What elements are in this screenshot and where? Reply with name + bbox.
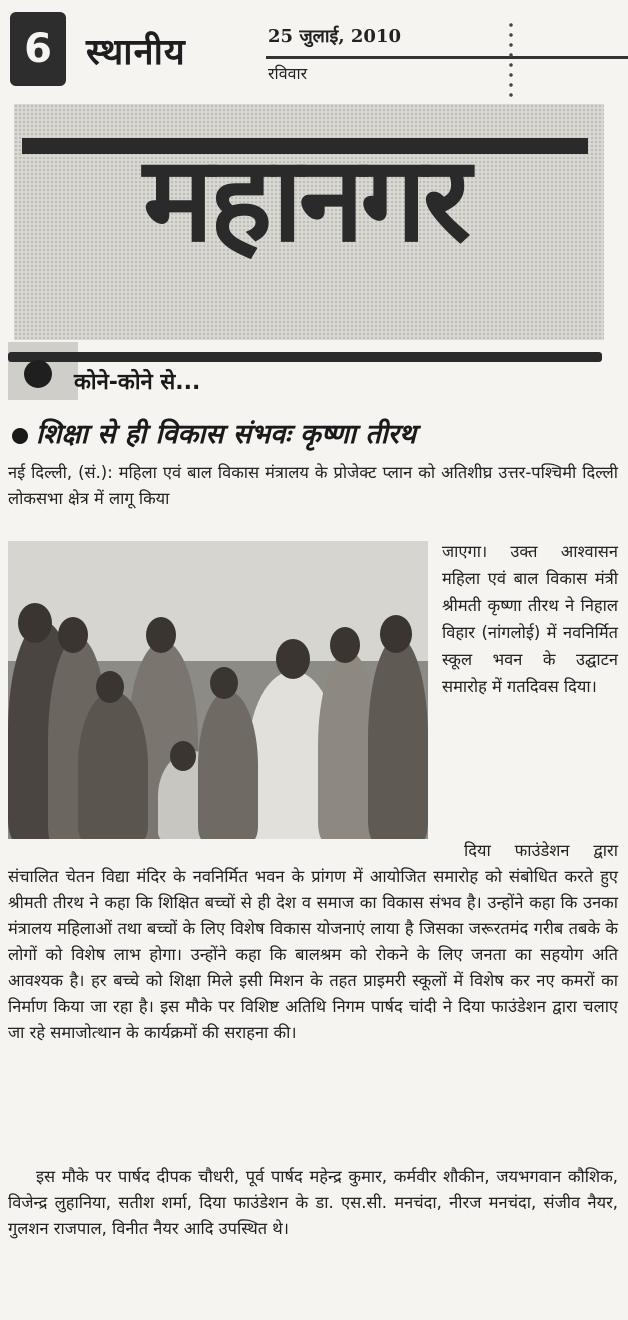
- article-paragraph-2: दिया फाउंडेशन द्वारा संचालित चेतन विद्या मंदिर के नवनिर्मित भवन के प्रांगण में आयोजित समारोह को संबोधित करते हुए श्रीमती तीरथ ने कहा कि शिक्षित बच्चों से ही देश व समाज का विकास संभव है। उन्होंने कहा कि उनका मंत्रालय महिलाओं तथा बच्चों के लिए विशेष विकास योजनाएं लाया है जिसका जरूरतमंद गरीब तबके के लोगों को विशेष लाभ होगा। उन्होंने कहा कि बालश्रम को रोकने के लिए जनता का सहयोग अति आवश्यक है। हर बच्चे को शिक्षा मिले इसी मिशन के तहत प्राइमरी स्कूलों में विशेष कर नए कमरों का निर्माण किया जा रहा है। इस मौके पर विशिष्ट अतिथि निगम पार्षद चांदी ने दिया फाउंडेशन द्वारा चलाए जा रहे समाजोत्थान के कार्यक्रमों की सराहना की।: [8, 841, 618, 1042]
- section-title: स्थानीय: [86, 32, 186, 73]
- header-rule: [266, 56, 628, 59]
- headline-bullet-icon: [12, 428, 28, 444]
- banner-bar: [8, 352, 602, 362]
- banner-label: कोने-कोने से...: [74, 370, 201, 395]
- masthead-title: महानगर: [143, 130, 467, 268]
- article-photo: [8, 541, 428, 839]
- article-headline: शिक्षा से ही विकास संभवः कृष्णा तीरथ: [36, 419, 416, 450]
- issue-date: 25 जुलाई, 2010: [268, 26, 402, 47]
- article-column-text: जाएगा। उक्त आश्वासन महिला एवं बाल विकास मंत्री श्रीमती कृष्णा तीरथ ने निहाल विहार (नांगलोई) में नवनिर्मित स्कूल भवन के उद्घाटन समारोह में गतदिवस दिया।: [442, 542, 618, 696]
- dotted-divider: [509, 20, 513, 100]
- page-number-badge: 6: [10, 12, 66, 86]
- article-paragraph-3: इस मौके पर पार्षद दीपक चौधरी, पूर्व पार्षद महेन्द्र कुमार, कर्मवीर शौकीन, जयभगवान कौशिक, विजेन्द्र लुहानिया, सतीश शर्मा, दिया फाउंडेशन के डा. एस.सी. मनचंदा, नीरज मनचंदा, संजीव नैयर, गुलशन राजपाल, विनीत नैयर आदि उपस्थित थे।: [8, 1167, 618, 1238]
- issue-day: रविवार: [268, 64, 308, 83]
- article-lede: नई दिल्ली, (सं.): महिला एवं बाल विकास मंत्रालय के प्रोजेक्ट प्लान को अतिशीघ्र उत्तर-पश्चिमी दिल्ली लोकसभा क्षेत्र में लागू किया: [8, 463, 618, 508]
- banner-bullet-icon: [24, 360, 52, 388]
